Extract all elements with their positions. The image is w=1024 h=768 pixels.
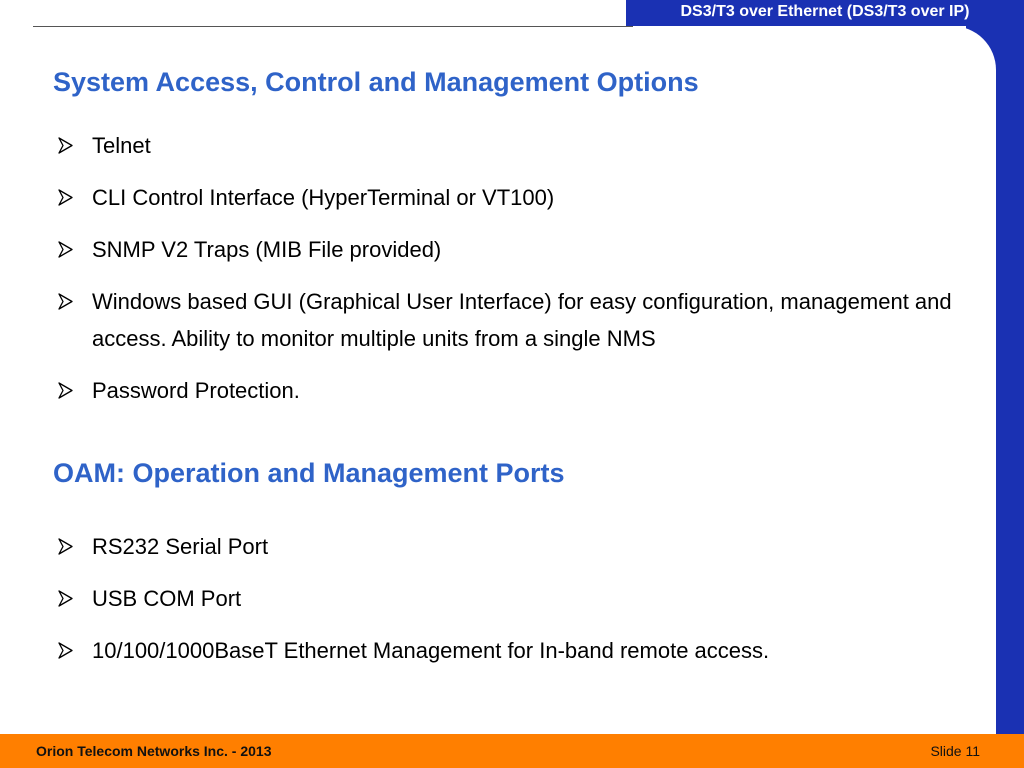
arrowhead-bullet-icon — [55, 179, 77, 216]
section-heading-system-access: System Access, Control and Management Options — [53, 67, 699, 97]
header-banner: DS3/T3 over Ethernet (DS3/T3 over IP) — [626, 0, 1024, 26]
list-item — [55, 632, 960, 669]
list-item — [55, 580, 960, 617]
footer-company: Orion Telecom Networks Inc. - 2013 — [36, 743, 272, 759]
list-item-text: Telnet — [92, 133, 151, 158]
arrowhead-bullet-icon — [55, 528, 77, 565]
list-item — [55, 231, 960, 268]
list-item-text: 10/100/1000BaseT Ethernet Management for In-band remote access. — [92, 638, 770, 663]
arrowhead-bullet-icon — [55, 283, 77, 320]
arrowhead-bullet-icon — [55, 127, 77, 164]
arrowhead-bullet-icon — [55, 632, 77, 669]
footer-bar — [0, 734, 1024, 768]
bullet-list-oam — [55, 528, 960, 684]
list-item-text: SNMP V2 Traps (MIB File provided) — [92, 237, 442, 262]
arrowhead-bullet-icon — [55, 580, 77, 617]
list-item — [55, 283, 960, 357]
list-item-text: CLI Control Interface (HyperTerminal or VT100) — [92, 185, 555, 210]
list-item-text: Windows based GUI (Graphical User Interface) for easy configuration, management and access. Ability to monitor multiple units from a single NMS — [92, 289, 952, 351]
list-item-text: RS232 Serial Port — [92, 534, 269, 559]
list-item — [55, 127, 960, 164]
header-divider — [33, 26, 633, 27]
arrowhead-bullet-icon — [55, 231, 77, 268]
list-item-text: Password Protection. — [92, 378, 300, 403]
section-heading-oam: OAM: Operation and Management Ports — [53, 458, 565, 488]
list-item — [55, 372, 960, 409]
bullet-list-system-access — [55, 127, 960, 424]
arrowhead-bullet-icon — [55, 372, 77, 409]
list-item-text: USB COM Port — [92, 586, 242, 611]
slide-number: Slide 11 — [930, 743, 980, 759]
list-item — [55, 528, 960, 565]
list-item — [55, 179, 960, 216]
